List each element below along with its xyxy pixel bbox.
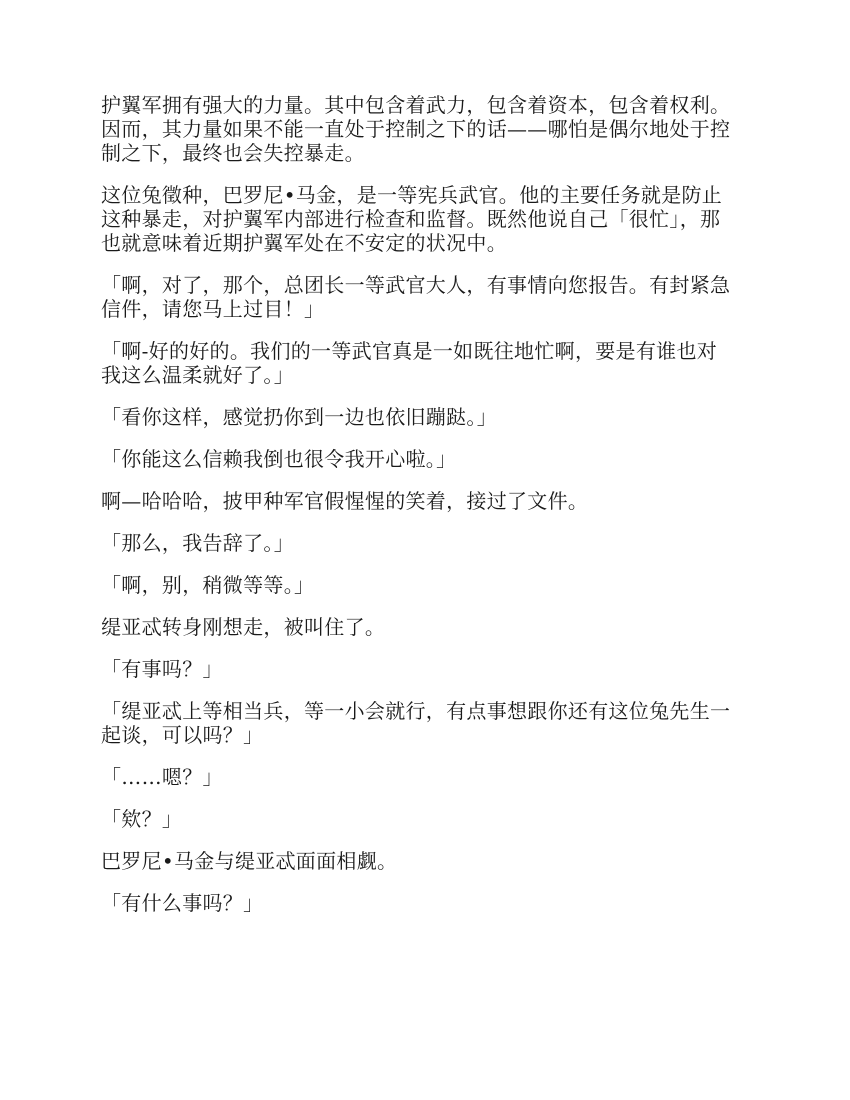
text-line: 「啊，别，稍微等等。」: [101, 573, 315, 597]
text-line: 制之下，最终也会失控暴走。: [101, 141, 365, 165]
paragraph: [101, 489, 781, 513]
text-line: 这种暴走，对护翼军内部进行检查和监督。既然他说自己「很忙」，那: [101, 207, 721, 231]
text-line: 巴罗尼•马金与缇亚忒面面相觑。: [101, 849, 398, 873]
paragraph: [101, 339, 781, 387]
text-line: 护翼军拥有强大的力量。其中包含着武力，包含着资本，包含着权利。: [101, 93, 731, 117]
paragraph: [101, 93, 781, 165]
text-line: 这位兔徵种，巴罗尼•马金，是一等宪兵武官。他的主要任务就是防止: [101, 183, 723, 207]
text-line: 「看你这样，感觉扔你到一边也依旧蹦跶。」: [101, 405, 497, 429]
text-line: 「啊-好的好的。我们的一等武官真是一如既往地忙啊，要是有谁也对: [101, 339, 718, 363]
text-line: 「有事吗？」: [101, 657, 223, 681]
text-line: 「啊，对了，那个，总团长一等武官大人，有事情向您报告。有封紧急: [101, 273, 731, 297]
text-line: 「……嗯？」: [101, 765, 223, 789]
text-line: 也就意味着近期护翼军处在不安定的状况中。: [101, 231, 507, 255]
paragraph: [101, 807, 781, 831]
text-line: 「那么，我告辞了。」: [101, 531, 294, 555]
text-line: 缇亚忒转身刚想走，被叫住了。: [101, 615, 386, 639]
text-line: 信件，请您马上过目！」: [101, 297, 325, 321]
paragraph: [101, 183, 781, 255]
text-line: 「你能这么信赖我倒也很令我开心啦。」: [101, 447, 457, 471]
text-line: 啊—哈哈哈，披甲种军官假惺惺的笑着，接过了文件。: [101, 489, 589, 513]
text-line: 「有什么事吗？」: [101, 891, 264, 915]
paragraph: [101, 891, 781, 915]
paragraph: [101, 573, 781, 597]
text-line: 「缇亚忒上等相当兵，等一小会就行，有点事想跟你还有这位兔先生一: [101, 699, 731, 723]
paragraph: [101, 405, 781, 429]
paragraph: [101, 657, 781, 681]
paragraph: [101, 531, 781, 555]
text-line: 起谈，可以吗？」: [101, 723, 264, 747]
text-line: 我这么温柔就好了。」: [101, 363, 294, 387]
paragraph: [101, 699, 781, 747]
paragraph: [101, 273, 781, 321]
text-line: 因而，其力量如果不能一直处于控制之下的话——哪怕是偶尔地处于控: [101, 117, 731, 141]
document-page: [101, 93, 781, 933]
paragraph: [101, 849, 781, 873]
text-line: 「欸？」: [101, 807, 183, 831]
paragraph: [101, 765, 781, 789]
paragraph: [101, 615, 781, 639]
paragraph: [101, 447, 781, 471]
